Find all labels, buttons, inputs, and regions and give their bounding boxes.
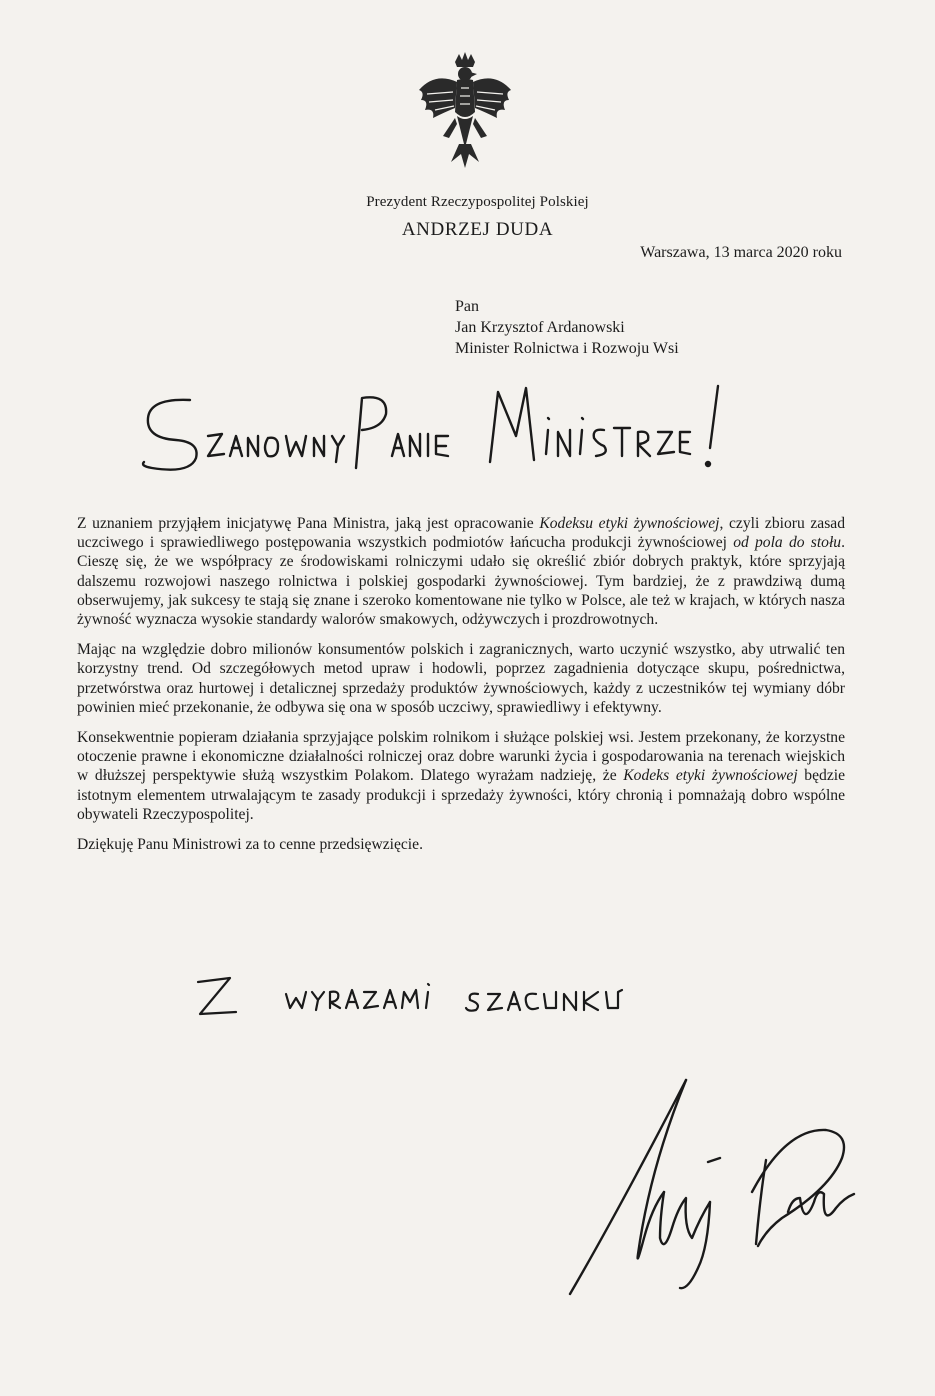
- text-run: Z uznaniem przyjąłem inicjatywę Pana Ministra, jaką jest opracowanie: [77, 515, 540, 532]
- text-run: , czyli zbioru zasad uczciwego i sprawiedliwego postępowania wszystkich podmiotów łańcucha produkcji żywnościowej: [77, 515, 846, 552]
- body-paragraph: Mając na względzie dobro milionów konsumentów polskich i zagranicznych, warto uczynić wszystko, aby utrwalić ten korzystny trend. Od szczegółowych metod upraw i hodowli, poprzez zagadnienia dotyczące skupu, pośrednictwa, przetwórstwa oraz hurtowej i detalicznej sprzedaży produktów żywnościowych, każdy z uczestników tej wymiany dóbr powinien mieć przekonanie, że odbywa się ona w sposób uczciwy, sprawiedliwy i efektywny.: [77, 641, 845, 716]
- handwritten-closing: [190, 968, 630, 1028]
- polish-eagle-emblem-icon: [415, 52, 515, 172]
- body-paragraph: [77, 514, 845, 629]
- text-run: będzie istotnym elementem utrwalającym te zasady produkcji i sprzedaży żywności, który chronią i pomnażają dobro wspólne obywateli Rzeczypospolitej.: [77, 767, 845, 823]
- letter-body: [77, 514, 845, 865]
- recipient-salutation: Pan: [455, 298, 479, 315]
- emphasis-text: od pola do stołu: [733, 534, 842, 552]
- handwritten-signature: [560, 1058, 860, 1298]
- handwritten-salutation: [130, 378, 730, 488]
- recipient-block: [455, 296, 679, 359]
- emphasis-text: Kodeksu etyki żywnościowej: [539, 515, 720, 532]
- recipient-title: Minister Rolnictwa i Rozwoju Wsi: [455, 340, 679, 357]
- emphasis-text: Kodeks etyki żywnościowej: [623, 767, 798, 785]
- body-paragraph: [77, 728, 845, 824]
- sender-name: ANDRZEJ DUDA: [401, 219, 554, 240]
- body-paragraph: Dziękuję Panu Ministrowi za to cenne przedsięwzięcie.: [77, 836, 423, 854]
- date-line: Warszawa, 13 marca 2020 roku: [640, 244, 842, 261]
- recipient-name: Jan Krzysztof Ardanowski: [455, 319, 625, 336]
- text-run: . Cieszę się, że we współpracy ze środowiskami rolniczymi udało się określić zbiór dobrych praktyk, które sprzyjają dalszemu rozwojowi naszego rolnictwa i polskiej gospodarki żywnościowej. Tym bardziej, że z prawdziwą dumą obserwujemy, jak sukcesy te stają się znane i szeroko komentowane nie tylko w Polsce, ale też w krajach, w których nasza żywność wyznacza wysokie standardy walorów smakowych, odżywczych i prozdrowotnych.: [77, 534, 845, 629]
- sender-office-title: Prezydent Rzeczypospolitej Polskiej: [366, 194, 589, 210]
- text-run: Konsekwentnie popieram działania sprzyjające polskim rolnikom i służące polskiej wsi. Jestem przekonany, że korzystne otoczenie prawne i ekonomiczne działalności rolniczej oraz dobre warunki życia i gospodarowania na terenach wiejskich w dłuższej perspektywie służą wszystkim Polakom. Dlatego wyrażam nadzieję, że: [77, 729, 845, 785]
